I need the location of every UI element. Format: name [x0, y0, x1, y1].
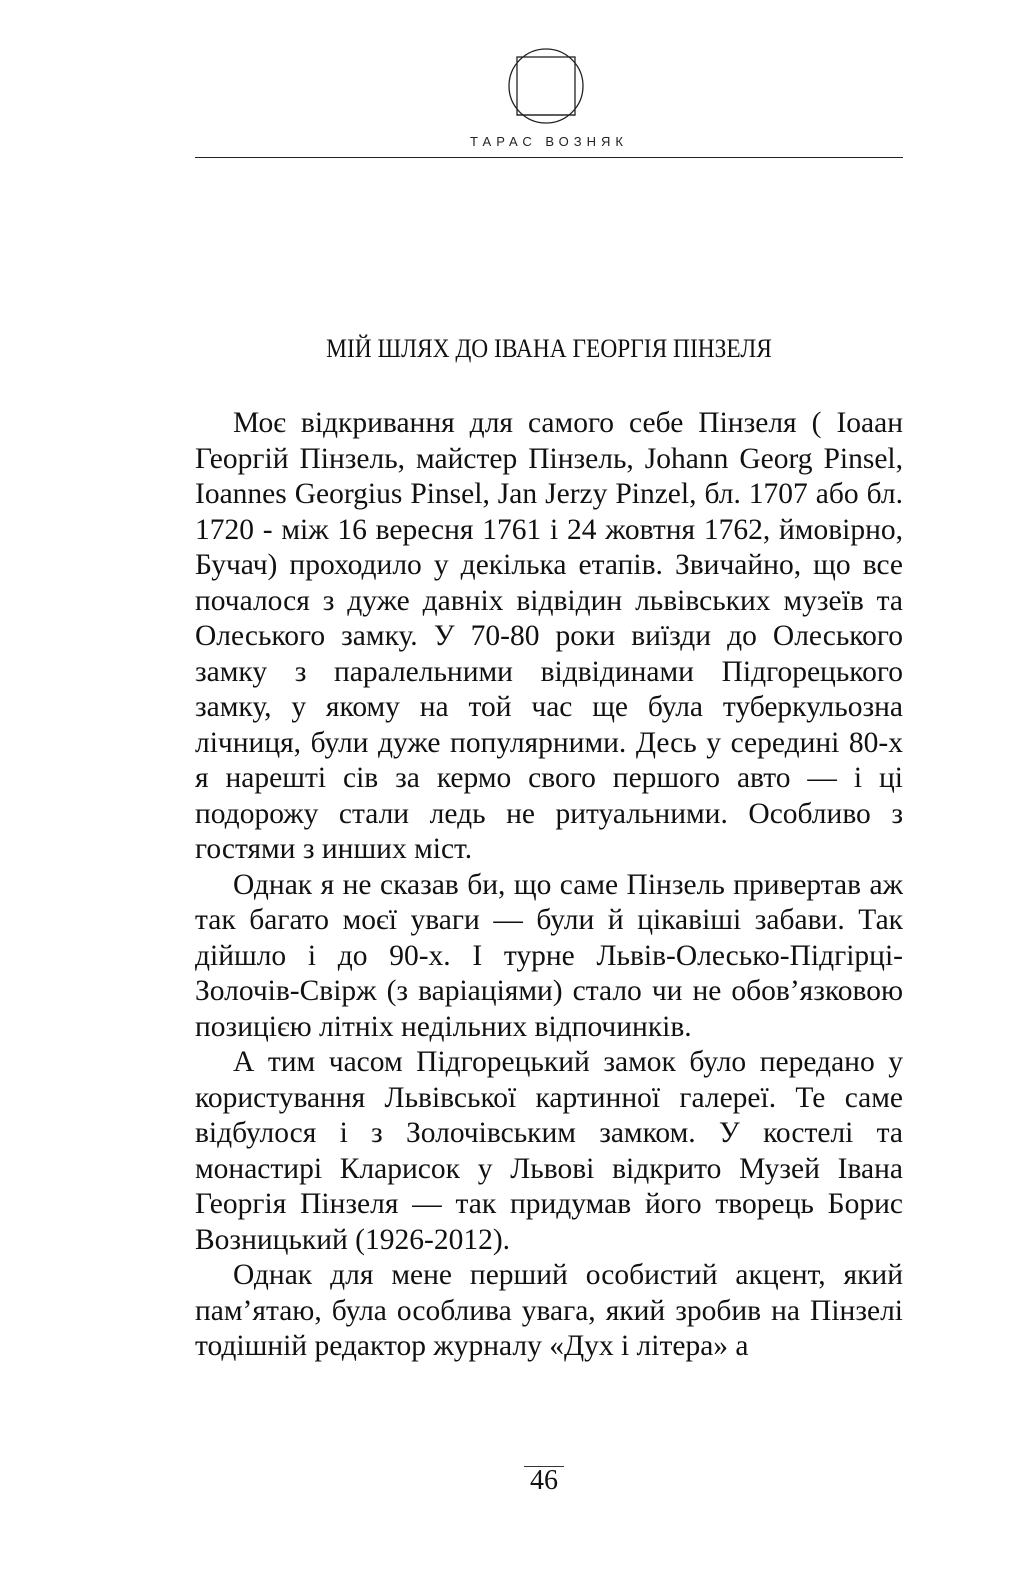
paragraph-4: Однак для мене перший особистий акцент, який пам’ятаю, була особлива увага, який зробив на Пінзелі тодішній редактор журналу «Дух і літера» а — [195, 1259, 903, 1362]
paragraph-3: А тим часом Підгорецький замок було передано у користування Львівської картинної галереї. Те саме відбулося і з Золочівським замком. У костелі та монастирі Кларисок у Львові відкрито Музей Івана Георгія Пінзеля — так придумав його творець Борис Возницький (1926-2012). — [195, 1046, 903, 1256]
page-number: 46 — [530, 1465, 558, 1496]
body-text — [195, 406, 903, 1365]
paragraph-1: Моє відкривання для самого себе Пінзеля ( Іоаан Георгій Пінзель, майстер Пінзель, Johann Georg Pinsel, Ioannes Georgius Pinsel, Jan Jerzy Pinzel, бл. 1707 або бл. 1720 - між 16 вересня 1761 і 24 жовтня 1762, ймовірно, Бучач) проходило у декілька етапів. Звичайно, що все почалося з дуже давніх відвідин львівських музеїв та Олеського замку. У 70-80 роки виїзди до Олеського замку з паралельними відвідинами Підгорецького замку, у якому на той час ще була туберкульозна лічниця, були дуже популярними. Десь у середині 80-х я нарешті сів за кермо свого першого авто — і ці подорожу стали ледь не ритуальними. Особливо з гостями з инших міст. — [195, 407, 903, 865]
circle-square-emblem-icon — [508, 48, 584, 124]
paragraph-2: Однак я не сказав би, що саме Пінзель привертав аж так багато моєї уваги — були й цікавіші забави. Так дійшло і до 90-х. І турне Львів-Олесько-Підгірці-Золочів-Свірж (з варіаціями) стало чи не обов’язковою позицією літніх недільних відпочинків. — [195, 868, 903, 1043]
running-head: ТАРАС ВОЗНЯК — [470, 134, 628, 149]
chapter-title: МІЙ ШЛЯХ ДО ІВАНА ГЕОРГІЯ ПІНЗЕЛЯ — [326, 334, 772, 363]
header-rule — [195, 157, 903, 158]
